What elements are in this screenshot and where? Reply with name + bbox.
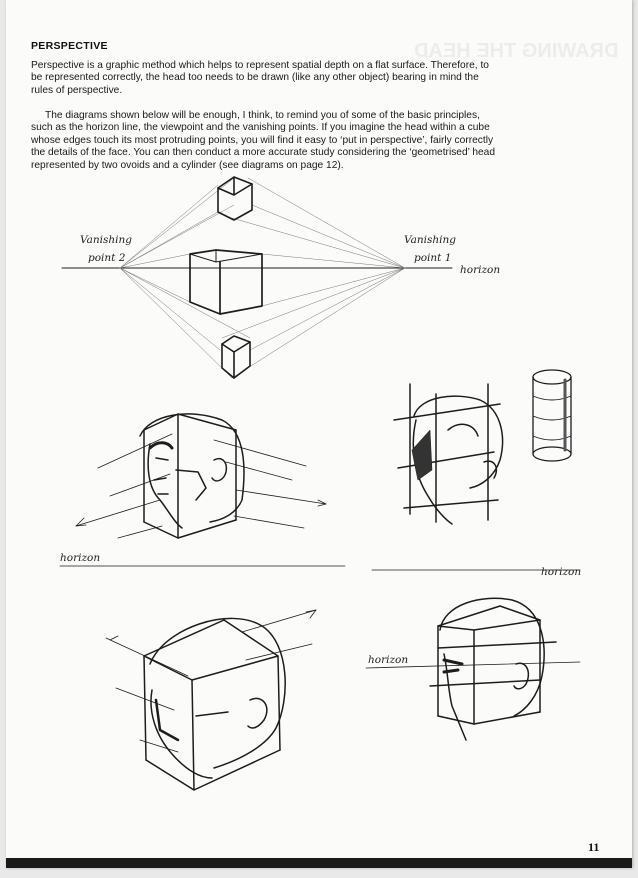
horizon-label-lower: horizon xyxy=(368,654,409,666)
vanishing-point-2-label-line1: Vanishing xyxy=(80,234,132,246)
paragraph-intro: Perspective is a graphic method which helps to represent spatial depth on a flat surface. Therefore, to be represented correctly, the head too needs to be drawn (like any other object) bearing in mind the rules of perspective. xyxy=(31,60,489,96)
horizon-label-left: horizon xyxy=(60,552,101,564)
paragraph-diagrams: The diagrams shown below will be enough, I think, to remind you of some of the basic principles, such as the horizon line, the viewpoint and the vanishing points. If you imagine the head within a cube whose edges touch its most protruding points, you will find it easy to ‘put in perspective’, fairly correctly the details of the face. You can then conduct a more accurate study considering the ‘geometrised’ head represented by two ovoids and a cylinder (see diagrams on page 12). xyxy=(31,110,496,171)
vanishing-point-1-label-line2: point 1 xyxy=(414,252,452,264)
bleed-through-text: DRAWING THE HEAD xyxy=(413,40,618,62)
scan-bottom-edge xyxy=(6,858,632,868)
vanishing-point-1-label-line1: Vanishing xyxy=(404,234,456,246)
vanishing-point-2-label-line2: point 2 xyxy=(88,252,126,264)
horizon-label-right: horizon xyxy=(541,566,582,578)
horizon-label-top: horizon xyxy=(460,264,501,276)
page-number: 11 xyxy=(588,840,600,854)
section-heading: PERSPECTIVE xyxy=(31,40,108,52)
